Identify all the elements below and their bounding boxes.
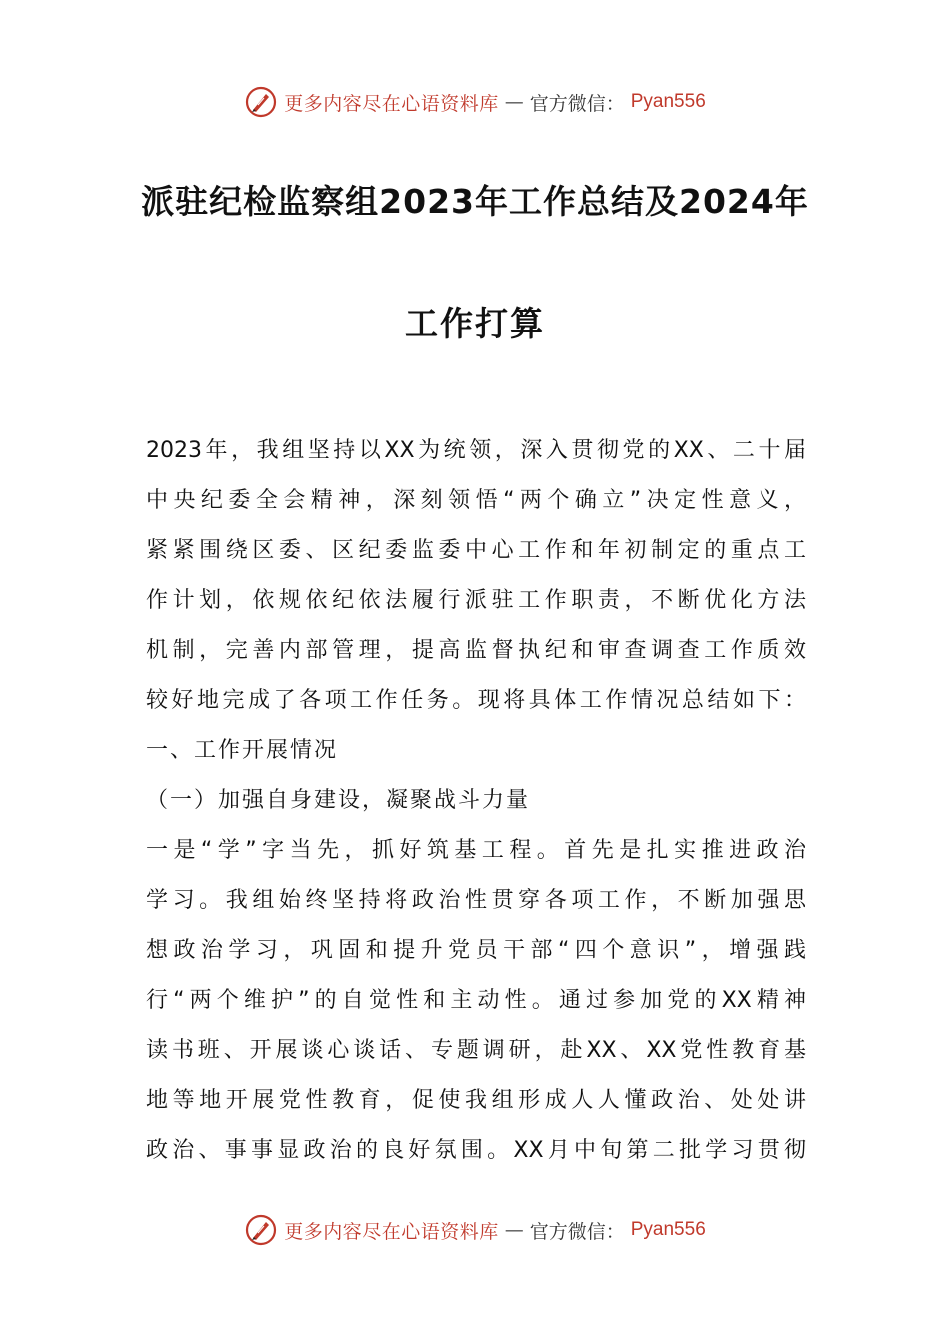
watermark-separator: — <box>504 91 524 113</box>
body-line: 2023年，我组坚持以XX为统领，深入贯彻党的XX、二十届 <box>146 438 806 463</box>
body-line: 机制，完善内部管理，提高监督执纪和审查调查工作质效 <box>146 638 806 663</box>
body-line: 中央纪委全会精神，深刻领悟“两个确立”决定性意义， <box>146 488 806 513</box>
body-line: 政治、事事显政治的良好氛围。XX月中旬第二批学习贯彻 <box>146 1138 806 1163</box>
watermark-wechat-id: Pyan556 <box>630 1219 706 1240</box>
document-title-line2: 工作打算 <box>405 304 545 343</box>
quill-pen-logo-icon <box>244 1213 278 1247</box>
body-line: 行“两个维护”的自觉性和主动性。通过参加党的XX精神 <box>146 988 806 1013</box>
document-body <box>146 426 806 1176</box>
section-heading: 一、工作开展情况 <box>146 738 339 763</box>
body-line: 地等地开展党性教育，促使我组形成人人懂政治、处处讲 <box>146 1088 806 1113</box>
watermark-wechat-id: Pyan556 <box>630 91 706 112</box>
watermark-banner-bottom <box>0 1210 950 1250</box>
subsection-heading: （一）加强自身建设，凝聚战斗力量 <box>146 788 531 813</box>
watermark-wechat-label: 官方微信： <box>529 1220 625 1243</box>
watermark-separator: — <box>504 1219 524 1241</box>
watermark-text: 更多内容尽在心语资料库 <box>284 1220 499 1243</box>
body-line: 较好地完成了各项工作任务。现将具体工作情况总结如下： <box>146 688 806 713</box>
body-line: 一是“学”字当先，抓好筑基工程。首先是扎实推进政治 <box>146 838 806 863</box>
document-title-line1: 派驻纪检监察组2023年工作总结及2024年 <box>141 182 809 221</box>
watermark-text: 更多内容尽在心语资料库 <box>284 92 499 115</box>
watermark-banner-top <box>0 82 950 122</box>
body-line: 学习。我组始终坚持将政治性贯穿各项工作，不断加强思 <box>146 888 806 913</box>
quill-pen-logo-icon <box>244 85 278 119</box>
watermark-wechat-label: 官方微信： <box>529 92 625 115</box>
body-line: 作计划，依规依纪依法履行派驻工作职责，不断优化方法 <box>146 588 806 613</box>
body-line: 读书班、开展谈心谈话、专题调研，赴XX、XX党性教育基 <box>146 1038 806 1063</box>
body-line: 想政治学习，巩固和提升党员干部“四个意识”，增强践 <box>146 938 806 963</box>
body-line: 紧紧围绕区委、区纪委监委中心工作和年初制定的重点工 <box>146 538 806 563</box>
